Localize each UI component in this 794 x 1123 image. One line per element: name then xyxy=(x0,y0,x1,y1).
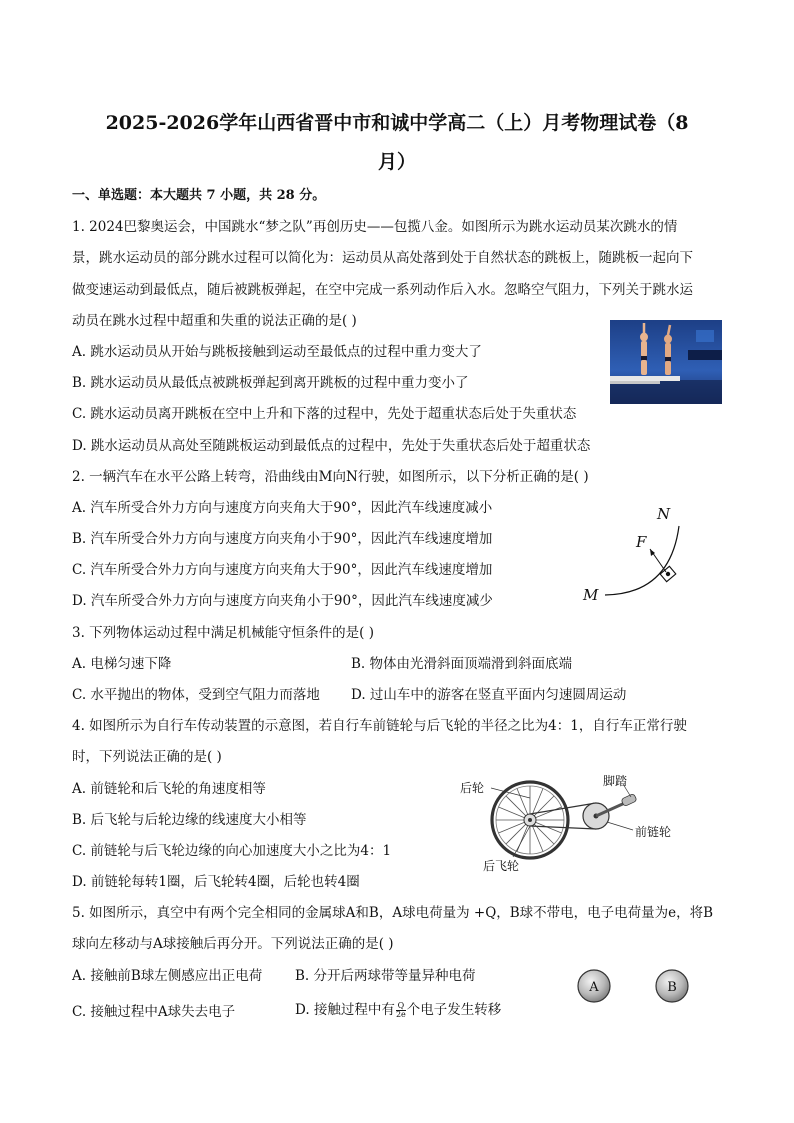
q4-option-b: B. 后飞轮与后轮边缘的线速度大小相等 xyxy=(72,812,307,828)
q5-option-a: A. 接触前B球左侧感应出正电荷 xyxy=(72,968,263,984)
rear-wheel-label: 后轮 xyxy=(460,781,485,795)
q4-option-c: C. 前链轮与后飞轮边缘的向心加速度大小之比为4：1 xyxy=(72,843,392,859)
point-m-label: M xyxy=(583,586,599,604)
fraction-denominator: 2e xyxy=(395,1010,406,1019)
paper-title-line-1: 2025-2026学年山西省晋中市和诚中学高二（上）月考物理试卷（8 xyxy=(105,112,689,134)
bicycle-drivetrain-figure xyxy=(455,770,695,874)
q1-stem-line: 1. 2024巴黎奥运会，中国跳水“梦之队”再创历史——包揽八金。如图所示为跳水运动员某次跳水的情 xyxy=(72,219,678,235)
diving-photo xyxy=(610,320,722,404)
section-heading: 一、单选题：本大题共 7 小题，共 28 分。 xyxy=(72,188,326,203)
q2-option-a: A. 汽车所受合外力方向与速度方向夹角大于90°，因此汽车线速度减小 xyxy=(72,500,493,516)
q1-option-c: C. 跳水运动员离开跳板在空中上升和下落的过程中，先处于超重状态后处于失重状态 xyxy=(72,406,577,422)
q3-option-d: D. 过山车中的游客在竖直平面内匀速圆周运动 xyxy=(351,687,627,703)
q3-stem: 3. 下列物体运动过程中满足机械能守恒条件的是( ) xyxy=(72,625,374,641)
q1-stem-line: 景，跳水运动员的部分跳水过程可以简化为：运动员从高处落到处于自然状态的跳板上，随跳板一起向下 xyxy=(72,250,693,266)
fraction-q-over-2e xyxy=(396,1002,406,1019)
q1-option-d: D. 跳水运动员从高处至随跳板运动到最低点的过程中，先处于失重状态后处于超重状态 xyxy=(72,438,591,454)
q3-option-a: A. 电梯匀速下降 xyxy=(72,656,172,672)
pedal-label: 脚踏 xyxy=(603,774,628,788)
point-n-label: N xyxy=(657,505,671,523)
fraction-numerator: Q xyxy=(397,1001,405,1010)
sphere-a-label: A xyxy=(589,980,599,995)
q5-option-b: B. 分开后两球带等量异种电荷 xyxy=(295,968,476,984)
paper-title-line-2: 月） xyxy=(377,151,416,173)
force-f-label: F xyxy=(636,533,647,551)
front-sprocket-label: 前链轮 xyxy=(635,825,672,839)
q1-option-b: B. 跳水运动员从最低点被跳板弹起到离开跳板的过程中重力变小了 xyxy=(72,375,469,391)
q5-option-d-prefix: D. 接触过程中有 xyxy=(295,1002,395,1018)
rear-sprocket-label: 后飞轮 xyxy=(483,859,520,873)
q5-stem-line: 球向左移动与A球接触后再分开。下列说法正确的是( ) xyxy=(72,936,394,952)
q5-option-d-suffix: 个电子发生转移 xyxy=(406,1002,502,1018)
q5-stem-line: 5. 如图所示，真空中有两个完全相同的金属球A和B，A球电荷量为 +Q，B球不带电，电子电荷量为e，将B xyxy=(72,905,714,921)
q4-option-d: D. 前链轮每转1圈，后飞轮转4圈，后轮也转4圈 xyxy=(72,874,360,890)
q1-option-a: A. 跳水运动员从开始与跳板接触到运动至最低点的过程中重力变大了 xyxy=(72,344,482,360)
q5-option-d xyxy=(295,1001,501,1019)
q5-option-c: C. 接触过程中A球失去电子 xyxy=(72,1004,236,1020)
q2-option-d: D. 汽车所受合外力方向与速度方向夹角小于90°，因此汽车线速度减少 xyxy=(72,593,493,609)
q2-option-b: B. 汽车所受合外力方向与速度方向夹角小于90°，因此汽车线速度增加 xyxy=(72,531,493,547)
q3-option-c: C. 水平抛出的物体，受到空气阻力而落地 xyxy=(72,687,320,703)
pedal xyxy=(621,793,637,806)
q1-stem-line: 做变速运动到最低点，随后被跳板弹起，在空中完成一系列动作后入水。忽略空气阻力，下列关于跳水运 xyxy=(72,282,693,298)
q1-stem-line: 动员在跳水过程中超重和失重的说法正确的是( ) xyxy=(72,313,357,329)
q4-stem-line: 4. 如图所示为自行车传动装置的示意图，若自行车前链轮与后飞轮的半径之比为4：1，自行车正常行驶 xyxy=(72,718,687,734)
q2-option-c: C. 汽车所受合外力方向与速度方向夹角大于90°，因此汽车线速度增加 xyxy=(72,562,493,578)
sphere-b-label: B xyxy=(667,980,677,995)
q4-stem-line: 时，下列说法正确的是( ) xyxy=(72,749,222,765)
car-block xyxy=(660,566,676,581)
q4-option-a: A. 前链轮和后飞轮的角速度相等 xyxy=(72,781,266,797)
q3-option-b: B. 物体由光滑斜面顶端滑到斜面底端 xyxy=(351,656,573,672)
curve-path-figure xyxy=(575,498,695,608)
two-spheres-figure xyxy=(572,966,692,1006)
q2-stem: 2. 一辆汽车在水平公路上转弯，沿曲线由M向N行驶，如图所示，以下分析正确的是( ) xyxy=(72,469,589,485)
